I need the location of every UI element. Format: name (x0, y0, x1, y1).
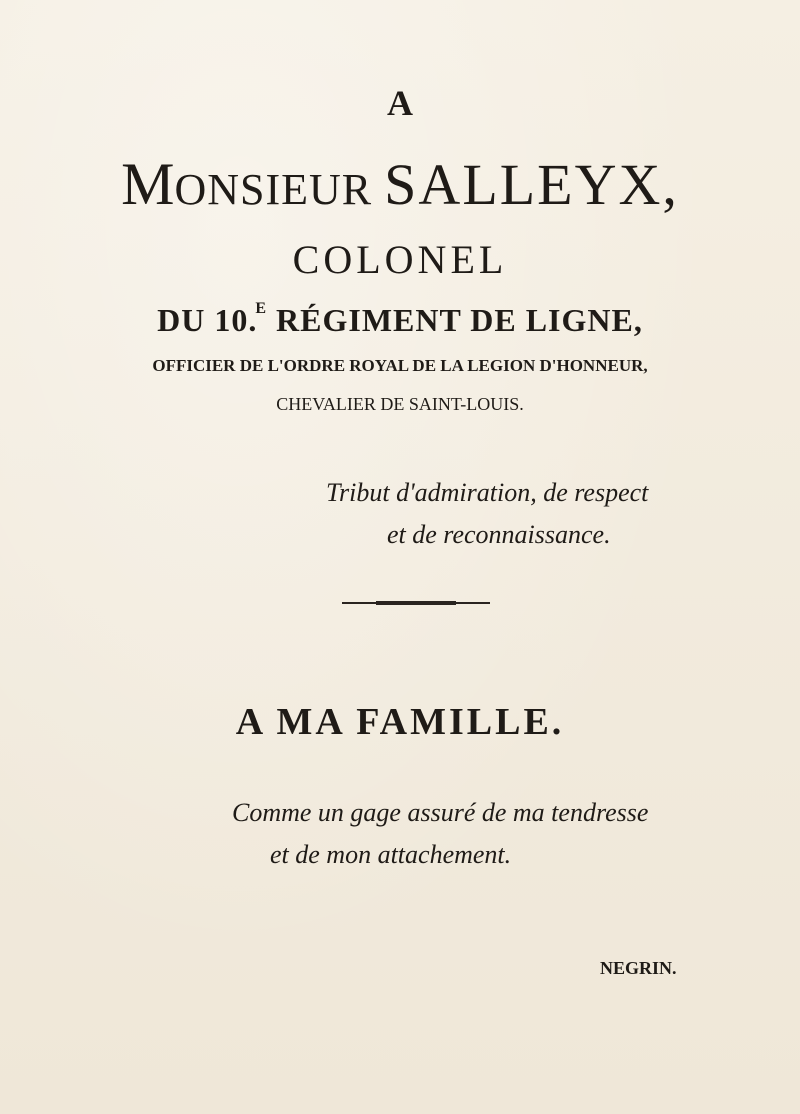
author-signature: NEGRIN. (600, 958, 677, 978)
family-line-1: Comme un gage assuré de ma tendresse (232, 798, 649, 827)
dedication-to: A (387, 83, 413, 123)
knight-line: CHEVALIER DE SAINT-LOUIS. (276, 394, 524, 414)
regiment-rest: RÉGIMENT DE LIGNE, (267, 302, 643, 338)
ornamental-rule (342, 602, 490, 604)
dedicatee-name: SALLEYX, (384, 152, 679, 217)
family-line-2: et de mon attachement. (270, 840, 512, 869)
tribute-line-2: et de reconnaissance. (387, 520, 611, 549)
tribute-line-1: Tribut d'admiration, de respect (326, 478, 649, 507)
family-heading: A MA FAMILLE. (235, 701, 565, 743)
regiment-line (0, 300, 800, 339)
regiment-superscript: E (255, 300, 268, 317)
rank-title: COLONEL (292, 237, 508, 282)
officer-line: OFFICIER DE L'ORDRE ROYAL DE LA LEGION D'HONNEUR, (152, 356, 648, 375)
regiment-prefix: DU 10. (157, 302, 258, 338)
monsieur-initial: M (121, 151, 175, 217)
dedicatee-line (0, 150, 800, 219)
monsieur-rest: ONSIEUR (174, 165, 373, 214)
